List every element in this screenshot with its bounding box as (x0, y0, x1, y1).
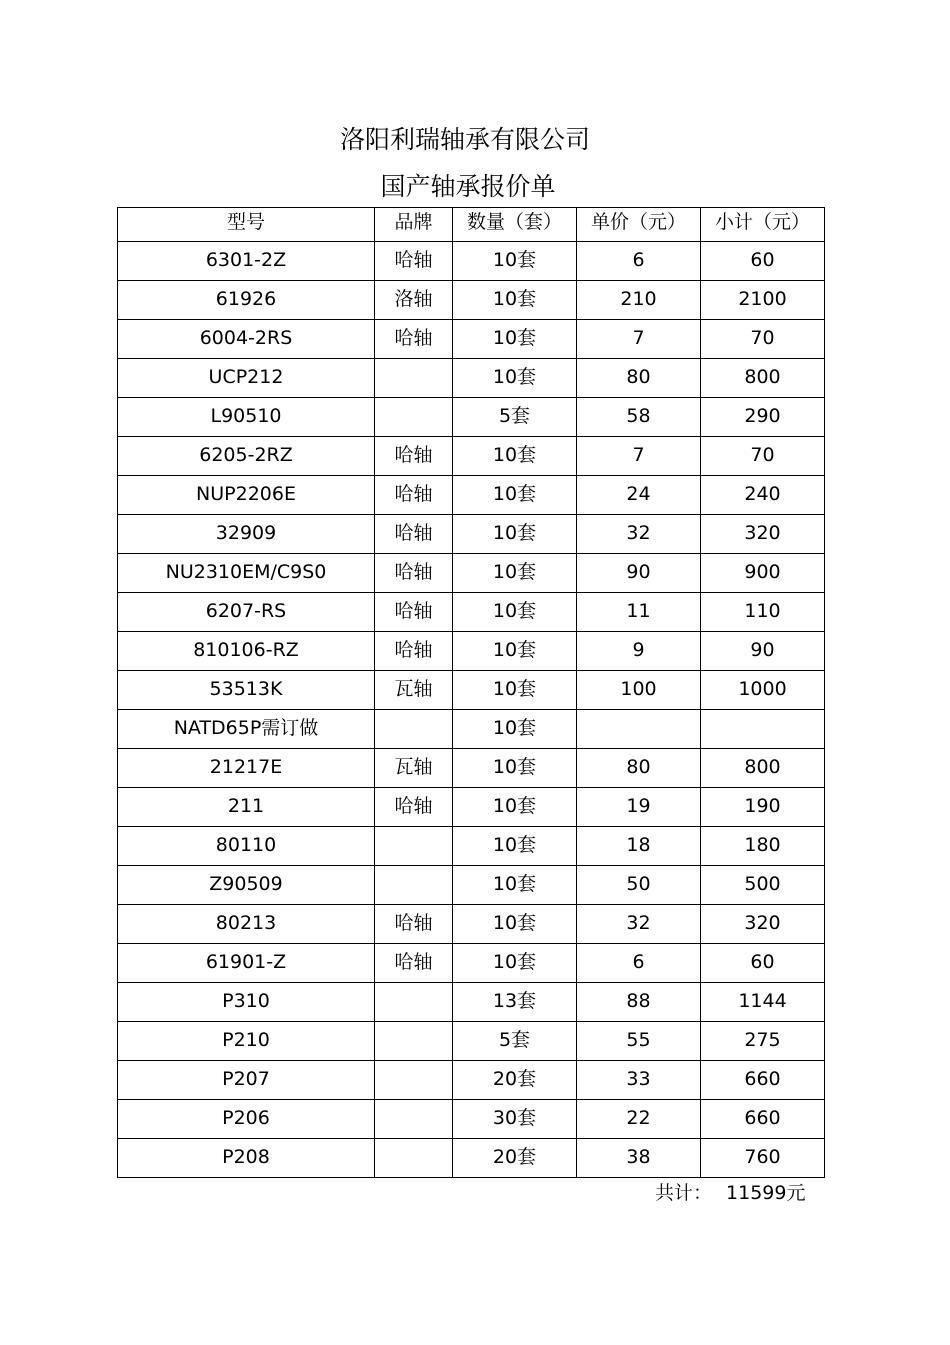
table-row (118, 398, 825, 437)
cell-unit-price: 80 (577, 359, 701, 398)
cell-unit-price: 100 (577, 671, 701, 710)
cell-quantity: 10套 (453, 944, 577, 983)
cell-subtotal: 180 (701, 827, 825, 866)
cell-brand: 瓦轴 (375, 749, 453, 788)
cell-model: 6205-2RZ (118, 437, 375, 476)
cell-brand (375, 1022, 453, 1061)
cell-model: 21217E (118, 749, 375, 788)
cell-quantity: 10套 (453, 749, 577, 788)
header-model: 型号 (118, 208, 375, 242)
cell-subtotal: 660 (701, 1061, 825, 1100)
cell-unit-price: 38 (577, 1139, 701, 1178)
table-row (118, 905, 825, 944)
table-row (118, 242, 825, 281)
cell-quantity: 10套 (453, 242, 577, 281)
cell-subtotal: 1000 (701, 671, 825, 710)
cell-subtotal: 2100 (701, 281, 825, 320)
table-row (118, 437, 825, 476)
cell-unit-price: 7 (577, 437, 701, 476)
cell-brand: 哈轴 (375, 593, 453, 632)
cell-brand: 哈轴 (375, 437, 453, 476)
cell-unit-price: 6 (577, 944, 701, 983)
cell-unit-price: 9 (577, 632, 701, 671)
cell-quantity: 10套 (453, 554, 577, 593)
cell-model: Z90509 (118, 866, 375, 905)
cell-quantity: 10套 (453, 476, 577, 515)
table-row (118, 515, 825, 554)
quote-table (117, 207, 825, 1178)
cell-brand: 瓦轴 (375, 671, 453, 710)
cell-model: 53513K (118, 671, 375, 710)
cell-brand: 洛轴 (375, 281, 453, 320)
cell-model: 6207-RS (118, 593, 375, 632)
cell-model: 61901-Z (118, 944, 375, 983)
table-row (118, 281, 825, 320)
cell-unit-price: 18 (577, 827, 701, 866)
cell-brand: 哈轴 (375, 944, 453, 983)
cell-unit-price: 55 (577, 1022, 701, 1061)
cell-brand: 哈轴 (375, 476, 453, 515)
cell-unit-price: 33 (577, 1061, 701, 1100)
table-row (118, 1100, 825, 1139)
cell-model: 80213 (118, 905, 375, 944)
cell-brand: 哈轴 (375, 905, 453, 944)
cell-subtotal: 1144 (701, 983, 825, 1022)
cell-unit-price (577, 710, 701, 749)
table-row (118, 476, 825, 515)
cell-quantity: 10套 (453, 281, 577, 320)
cell-unit-price: 210 (577, 281, 701, 320)
cell-model: 211 (118, 788, 375, 827)
cell-subtotal: 70 (701, 437, 825, 476)
cell-unit-price: 19 (577, 788, 701, 827)
cell-unit-price: 22 (577, 1100, 701, 1139)
cell-subtotal: 800 (701, 359, 825, 398)
cell-model: NUP2206E (118, 476, 375, 515)
cell-quantity: 30套 (453, 1100, 577, 1139)
cell-quantity: 10套 (453, 320, 577, 359)
cell-brand (375, 1139, 453, 1178)
table-row (118, 827, 825, 866)
table-row (118, 359, 825, 398)
cell-subtotal: 70 (701, 320, 825, 359)
cell-quantity: 10套 (453, 359, 577, 398)
cell-subtotal: 90 (701, 632, 825, 671)
cell-quantity: 10套 (453, 515, 577, 554)
cell-quantity: 20套 (453, 1061, 577, 1100)
cell-brand: 哈轴 (375, 242, 453, 281)
table-row (118, 1139, 825, 1178)
cell-brand: 哈轴 (375, 320, 453, 359)
cell-brand: 哈轴 (375, 632, 453, 671)
cell-model: NU2310EM/C9S0 (118, 554, 375, 593)
cell-quantity: 10套 (453, 593, 577, 632)
cell-quantity: 10套 (453, 905, 577, 944)
total-label: 共计： (655, 1182, 713, 1204)
cell-quantity: 10套 (453, 437, 577, 476)
cell-unit-price: 11 (577, 593, 701, 632)
table-row (118, 983, 825, 1022)
table-row (118, 320, 825, 359)
cell-unit-price: 32 (577, 905, 701, 944)
cell-subtotal: 190 (701, 788, 825, 827)
table-row (118, 788, 825, 827)
header-brand: 品牌 (375, 208, 453, 242)
cell-subtotal: 60 (701, 944, 825, 983)
cell-subtotal: 660 (701, 1100, 825, 1139)
cell-subtotal (701, 710, 825, 749)
cell-unit-price: 58 (577, 398, 701, 437)
cell-unit-price: 6 (577, 242, 701, 281)
cell-brand (375, 827, 453, 866)
table-row (118, 1022, 825, 1061)
cell-model: P210 (118, 1022, 375, 1061)
cell-unit-price: 32 (577, 515, 701, 554)
cell-quantity: 10套 (453, 827, 577, 866)
company-name: 洛阳利瑞轴承有限公司 (339, 125, 590, 154)
table-header-row (118, 208, 825, 242)
total-line (655, 1180, 805, 1206)
cell-subtotal: 110 (701, 593, 825, 632)
cell-subtotal: 760 (701, 1139, 825, 1178)
cell-brand (375, 866, 453, 905)
cell-model: P207 (118, 1061, 375, 1100)
cell-brand (375, 359, 453, 398)
cell-model: 61926 (118, 281, 375, 320)
cell-model: P208 (118, 1139, 375, 1178)
cell-subtotal: 290 (701, 398, 825, 437)
cell-brand: 哈轴 (375, 515, 453, 554)
table-row (118, 671, 825, 710)
table-row (118, 944, 825, 983)
cell-quantity: 13套 (453, 983, 577, 1022)
cell-subtotal: 60 (701, 242, 825, 281)
table-row (118, 749, 825, 788)
cell-quantity: 5套 (453, 1022, 577, 1061)
cell-model: 810106-RZ (118, 632, 375, 671)
cell-quantity: 5套 (453, 398, 577, 437)
cell-quantity: 10套 (453, 710, 577, 749)
cell-subtotal: 320 (701, 905, 825, 944)
table-row (118, 632, 825, 671)
total-amount: 11599 (726, 1182, 787, 1204)
cell-brand (375, 983, 453, 1022)
table-row (118, 710, 825, 749)
cell-quantity: 10套 (453, 866, 577, 905)
cell-model: 6004-2RS (118, 320, 375, 359)
cell-model: UCP212 (118, 359, 375, 398)
cell-quantity: 20套 (453, 1139, 577, 1178)
cell-subtotal: 320 (701, 515, 825, 554)
cell-unit-price: 50 (577, 866, 701, 905)
cell-subtotal: 500 (701, 866, 825, 905)
table-row (118, 554, 825, 593)
cell-unit-price: 90 (577, 554, 701, 593)
cell-model: L90510 (118, 398, 375, 437)
cell-model: 80110 (118, 827, 375, 866)
cell-brand (375, 1061, 453, 1100)
cell-model: 32909 (118, 515, 375, 554)
document-title: 国产轴承报价单 (380, 172, 556, 201)
header-unit-price: 单价（元） (577, 208, 701, 242)
cell-subtotal: 900 (701, 554, 825, 593)
cell-model: NATD65P需订做 (118, 710, 375, 749)
cell-brand (375, 1100, 453, 1139)
cell-brand: 哈轴 (375, 788, 453, 827)
table-row (118, 593, 825, 632)
cell-model: 6301-2Z (118, 242, 375, 281)
header-subtotal: 小计（元） (701, 208, 825, 242)
cell-brand: 哈轴 (375, 554, 453, 593)
table-row (118, 1061, 825, 1100)
cell-subtotal: 275 (701, 1022, 825, 1061)
cell-subtotal: 800 (701, 749, 825, 788)
cell-quantity: 10套 (453, 788, 577, 827)
cell-quantity: 10套 (453, 632, 577, 671)
cell-model: P206 (118, 1100, 375, 1139)
cell-unit-price: 80 (577, 749, 701, 788)
total-unit: 元 (786, 1182, 806, 1204)
table-body (118, 242, 825, 1178)
cell-model: P310 (118, 983, 375, 1022)
table-row (118, 866, 825, 905)
cell-subtotal: 240 (701, 476, 825, 515)
cell-quantity: 10套 (453, 671, 577, 710)
cell-unit-price: 88 (577, 983, 701, 1022)
header-quantity: 数量（套） (453, 208, 577, 242)
cell-brand (375, 398, 453, 437)
cell-unit-price: 7 (577, 320, 701, 359)
cell-brand (375, 710, 453, 749)
cell-unit-price: 24 (577, 476, 701, 515)
